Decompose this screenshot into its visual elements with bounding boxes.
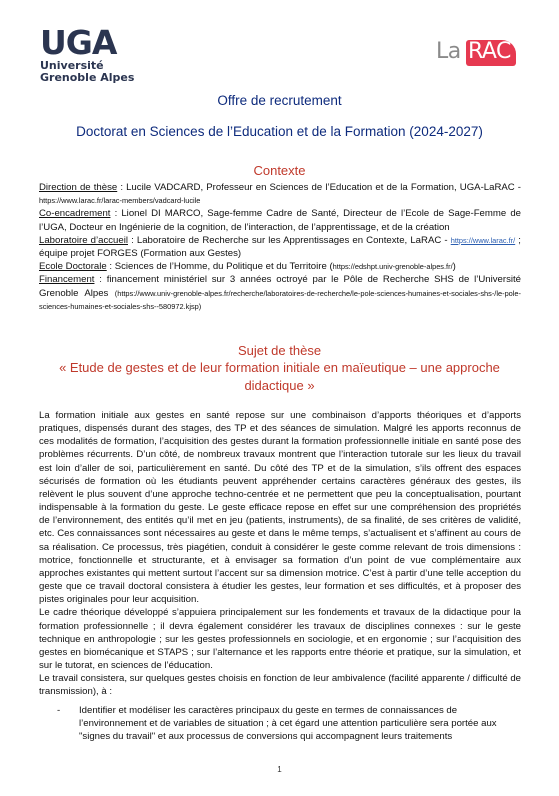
school-label: Ecole Doctorale	[39, 261, 107, 273]
coencadrement-paragraph	[39, 207, 521, 233]
coencadrement-text: : Lionel DI MARCO, Sage-femme Cadre de Santé, Directeur de l’Ecole de Sage-Femme de l’UGA, Docteur en Ingénierie de la cognition, de l’interaction, de l’apprentissage, et de la création	[39, 208, 521, 233]
body-paragraph-2: Le cadre théorique développé s’appuiera principalement sur les fondements et travaux de la didactique pour la formation professionnelle ; il devra également considérer les travaux de disciplines connexes : sur le geste technique en anthropologie ; sur les gestes professionnels en sociologie, et en ergonomie ; sur l’acquisition des gestes en biomécanique et STAPS ; sur l’alternance et les rapports entre théorie et pratique, sur la simulation, et sur le tutorat, en sciences de l’éducation.	[39, 607, 521, 671]
subject-title-line2: didactique »	[244, 378, 315, 393]
direction-paragraph	[39, 181, 521, 207]
school-text: : Sciences de l’Homme, du Politique et du Territoire (	[106, 261, 333, 273]
context-heading: Contexte	[253, 163, 306, 178]
school-paragraph	[39, 260, 521, 273]
lab-label: Laboratoire d’accueil	[39, 234, 128, 246]
subject-title-line1: « Etude de gestes et de leur formation initiale en maïeutique – une approche	[59, 360, 500, 375]
body-paragraph-3: Le travail consistera, sur quelques gestes choisis en fonction de leur ambivalence (facilité apparente / difficulté de transmission), à :	[39, 673, 521, 698]
direction-text: : Lucile VADCARD, Professeur en Sciences de l’Education et de la Formation, UGA-LaRAC -	[117, 182, 521, 193]
larac-logo-part2: RAC	[468, 39, 511, 64]
context-info	[39, 181, 521, 313]
larac-logo-part1: La	[436, 39, 461, 64]
funding-label: Financement	[39, 274, 95, 286]
body-text	[39, 409, 521, 698]
school-url: https://edshpt.univ-grenoble-alpes.fr/	[332, 262, 453, 272]
page-number: 1	[277, 765, 282, 774]
direction-url: https://www.larac.fr/larac-members/vadcard-lucile	[39, 196, 201, 206]
school-suffix: )	[452, 261, 456, 273]
coencadrement-label: Co-encadrement	[39, 208, 111, 220]
bullet-text: Identifier et modéliser les caractères principaux du geste en termes de connaissances de l’environnement et de variables de situation ; à cet égard une attention particulière sera portée aux "signes du travail" et aux processus de conversions qui accompagnent leurs traitements	[79, 705, 497, 743]
funding-paragraph	[39, 273, 521, 313]
uga-logo-line2: Grenoble Alpes	[40, 71, 135, 84]
uga-logo-letters: UGA	[40, 23, 117, 62]
uga-logo	[40, 23, 140, 84]
offer-title: Offre de recrutement	[217, 93, 342, 108]
body-paragraph-1: La formation initiale aux gestes en santé repose sur une combinaison d’apports théoriques et d’apports pratiques, dispensés durant des stages, des TP et des séances de simulation. Malgré les apports reconnus de ces modalités de formation, l’acquisition des gestes durant la formation professionnelle initiale en santé pose des problèmes récurrents. D’un côté, de nombreux travaux montrent que l’interaction tutorale sur les lieux du travail est loin d’aller de soi, particulièrement en santé. Du côté des TP et de la simulation, s’ils offrent des espaces sécurisés de formation où les étudiants peuvent appréhender certains caractères généraux des gestes, ils relèvent le plus souvent d’une approche techno-centrée et ne permettent que peu la conceptualisation, pourtant indispensable à la formation du geste. Le geste efficace repose en effet sur une compréhension des propriétés de l’environnement, des entités qu’il met en jeu (patients, instruments), de sa finalité, de ses critères de validité, etc. Ces connaissances sont nécessaires au geste et dans le même temps, s’actualisent et s’affinent au cours de sa réalisation. Ce processus, très piagétien, conduit à considérer le geste comme relevant de trois dimensions : motrice, fonctionnelle et structurante, et à envisager sa formation d’un point de vue complémentaire aux approches existantes qui mettent surtout l’accent sur sa dimension motrice. C’est à partir d’une telle acception du geste que ce travail doctoral consistera à étudier les gestes, leur formation et ses difficultés, et à proposer des pistes originales pour leur acquisition.	[39, 410, 521, 606]
lab-link[interactable]: https://www.larac.fr/	[450, 235, 516, 245]
doctorate-title: Doctorat en Sciences de l’Education et de la Formation (2024-2027)	[76, 124, 483, 139]
funding-text: : financement ministériel sur 3 années octroyé par le Pôle de Recherche SHS de l’Université Grenoble Alpes	[39, 274, 521, 299]
larac-logo	[436, 38, 526, 68]
uga-logo-line1: Université	[40, 59, 104, 72]
funding-url: (https://www.univ-grenoble-alpes.fr/recherche/laboratoires-de-recherche/le-pole-sciences-humaines-et-sociales-shs-/le-pole-sciences-humaines-et-sociales-shs--580972.kjsp)	[39, 288, 521, 311]
lab-paragraph	[39, 234, 521, 260]
direction-label: Direction de thèse	[39, 182, 118, 193]
lab-text: : Laboratoire de Recherche sur les Apprentissages en Contexte, LaRAC -	[127, 234, 451, 246]
subject-heading: Sujet de thèse	[237, 343, 322, 358]
bullet-dash: -	[57, 705, 61, 716]
lab-suffix: ; équipe projet FORGES (Formation aux Gestes)	[39, 234, 521, 260]
